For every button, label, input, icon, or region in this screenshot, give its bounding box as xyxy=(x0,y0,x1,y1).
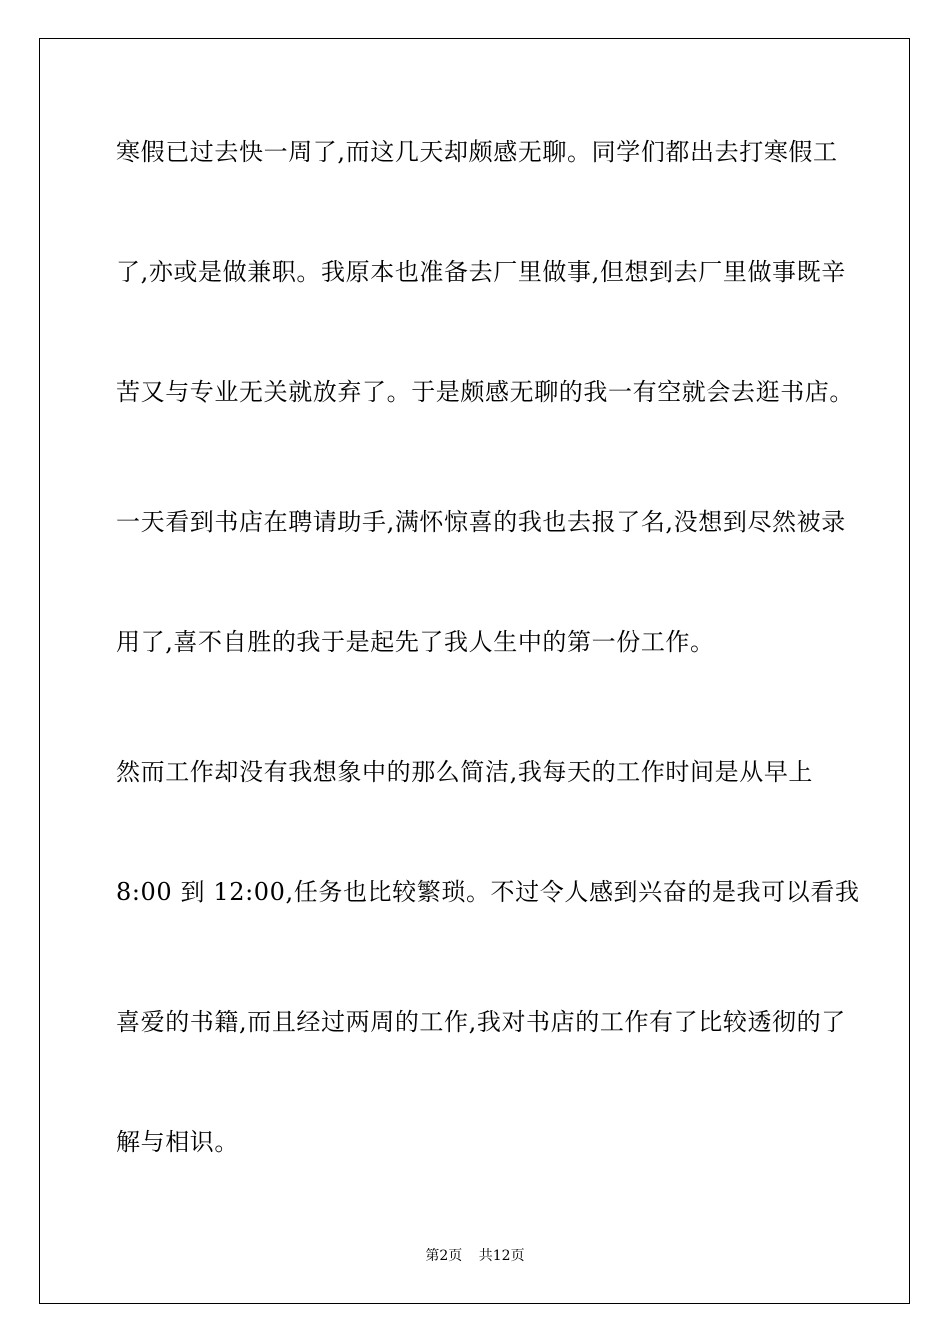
page-footer xyxy=(0,1246,950,1266)
paragraph-line-3: 苦又与专业无关就放弃了。于是颇感无聊的我一有空就会去逛书店。 xyxy=(116,378,854,406)
paragraph-line-1: 寒假已过去快一周了,而这几天却颇感无聊。同学们都出去打寒假工 xyxy=(116,138,838,166)
paragraph-line-6: 然而工作却没有我想象中的那么简洁,我每天的工作时间是从早上 xyxy=(116,758,814,786)
paragraph-line-8: 喜爱的书籍,而且经过两周的工作,我对书店的工作有了比较透彻的了 xyxy=(116,1008,846,1036)
page-border xyxy=(39,38,910,1304)
paragraph-line-4: 一天看到书店在聘请助手,满怀惊喜的我也去报了名,没想到尽然被录 xyxy=(116,508,846,536)
paragraph-line-7: 8:00 到 12:00,任务也比较繁琐。不过令人感到兴奋的是我可以看我 xyxy=(116,878,860,906)
paragraph-line-9: 解与相识。 xyxy=(116,1128,239,1156)
paragraph-line-2: 了,亦或是做兼职。我原本也准备去厂里做事,但想到去厂里做事既辛 xyxy=(116,258,846,286)
page-number: 第2页 xyxy=(425,1248,463,1264)
total-pages: 共12页 xyxy=(478,1248,525,1264)
paragraph-line-5: 用了,喜不自胜的我于是起先了我人生中的第一份工作。 xyxy=(116,628,715,656)
